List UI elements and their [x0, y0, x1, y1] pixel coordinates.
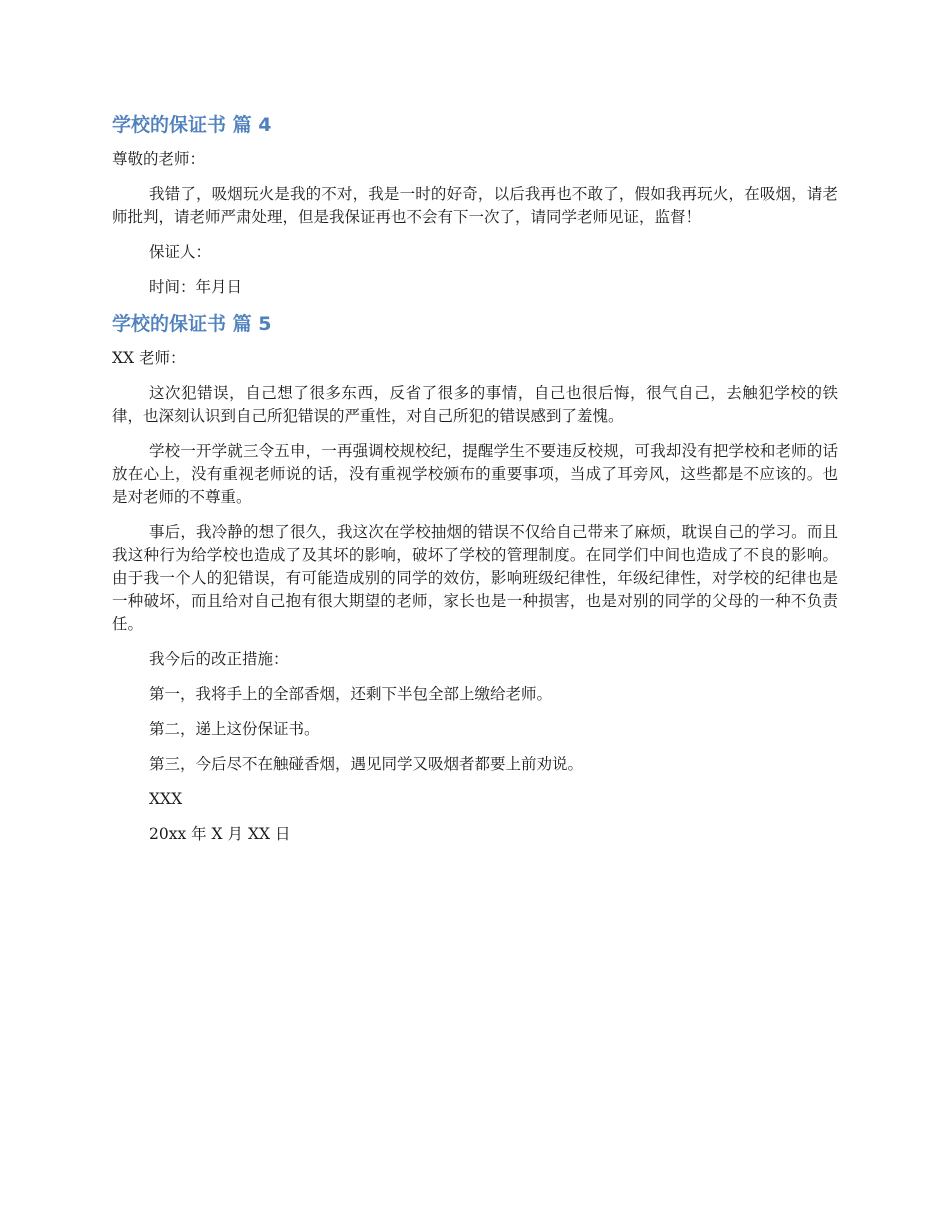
measure-item: 第一，我将手上的全部香烟，还剩下半包全部上缴给老师。 [149, 685, 553, 703]
document-content [112, 112, 838, 858]
measure-item: 第三，今后尽不在触碰香烟，遇见同学又吸烟者都要上前劝说。 [149, 755, 584, 773]
salutation: 尊敬的老师： [112, 150, 206, 168]
guarantor-line: 保证人： [149, 243, 212, 261]
measures-heading: 我今后的改正措施： [149, 650, 289, 668]
salutation: XX 老师： [112, 349, 186, 367]
body-paragraph: 我错了，吸烟玩火是我的不对，我是一时的好奇，以后我再也不敢了，假如我再玩火，在吸烟，请老师批判，请老师严肃处理，但是我保证再也不会有下一次了，请同学老师见证，监督！ [112, 185, 838, 226]
section-title: 学校的保证书 篇 4 [112, 114, 272, 136]
body-paragraph: 学校一开学就三令五申，一再强调校规校纪，提醒学生不要违反校规，可我却没有把学校和老师的话放在心上，没有重视老师说的话，没有重视学校颁布的重要事项，当成了耳旁风，这些都是不应该的。也是对老师的不尊重。 [112, 442, 838, 506]
section-title: 学校的保证书 篇 5 [112, 313, 272, 335]
section-4 [112, 112, 838, 299]
body-paragraph: 事后，我冷静的想了很久，我这次在学校抽烟的错误不仅给自己带来了麻烦，耽误自己的学习。而且我这种行为给学校也造成了及其坏的影响，破坏了学校的管理制度。在同学们中间也造成了不良的影响。由于我一个人的犯错误，有可能造成别的同学的效仿，影响班级纪律性，年级纪律性，对学校的纪律也是一种破坏，而且给对自己抱有很大期望的老师，家长也是一种损害，也是对别的同学的父母的一种不负责任。 [112, 523, 838, 633]
date-line: 时间：年月日 [149, 278, 243, 296]
measure-item: 第二，递上这份保证书。 [149, 720, 320, 738]
signature-line: XXX [149, 790, 183, 808]
section-5 [112, 311, 838, 846]
date-line: 20xx 年 X 月 XX 日 [149, 825, 291, 843]
body-paragraph: 这次犯错误，自己想了很多东西，反省了很多的事情，自己也很后悔，很气自己，去触犯学校的铁律，也深刻认识到自己所犯错误的严重性，对自己所犯的错误感到了羞愧。 [112, 384, 838, 425]
